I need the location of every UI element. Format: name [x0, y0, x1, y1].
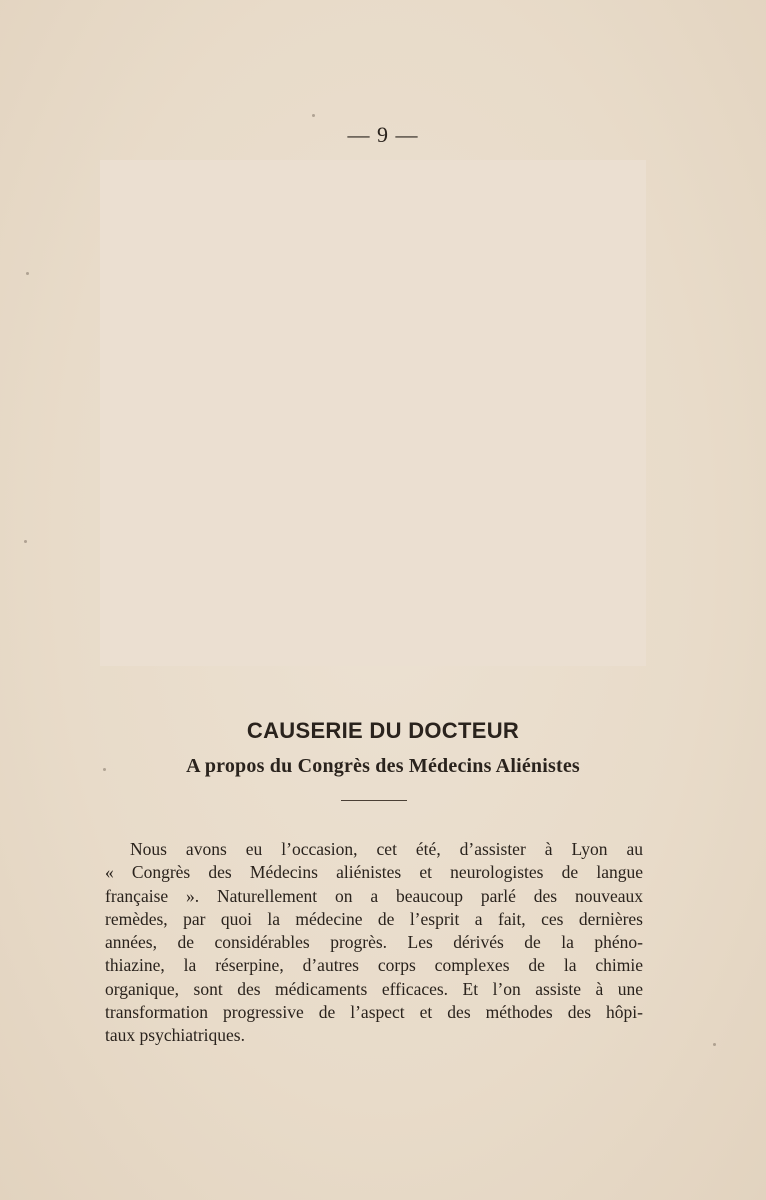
body-line: française ». Naturellement on a beaucoup parlé des nouveaux — [105, 885, 643, 906]
body-line: thiazine, la réserpine, d’autres corps complexes de la chimie — [105, 955, 643, 976]
body-line: remèdes, par quoi la médecine de l’esprit a fait, ces dernières — [105, 908, 643, 929]
separator-rule — [341, 800, 407, 801]
paper-speck — [26, 272, 29, 275]
paper-speck — [312, 114, 315, 117]
body-line: années, de considérables progrès. Les dérivés de la phéno- — [105, 932, 643, 953]
page-number: — 9 — — [347, 122, 419, 147]
article-subtitle: A propos du Congrès des Médecins Aliénistes — [186, 755, 580, 777]
body-line: organique, sont des médicaments efficaces. Et l’on assiste à une — [105, 978, 643, 999]
body-line: transformation progressive de l’aspect et des méthodes des hôpi- — [105, 1002, 643, 1023]
article-title: CAUSERIE DU DOCTEUR — [246, 718, 520, 743]
blank-photo-area — [100, 160, 646, 666]
body-line: taux psychiatriques. — [105, 1025, 245, 1046]
body-line: « Congrès des Médecins aliénistes et neurologistes de langue — [105, 862, 643, 883]
paper-speck — [713, 1043, 716, 1046]
article-body — [105, 838, 643, 1048]
paper-speck — [103, 768, 106, 771]
body-line: Nous avons eu l’occasion, cet été, d’assister à Lyon au — [130, 839, 643, 859]
paper-speck — [24, 540, 27, 543]
